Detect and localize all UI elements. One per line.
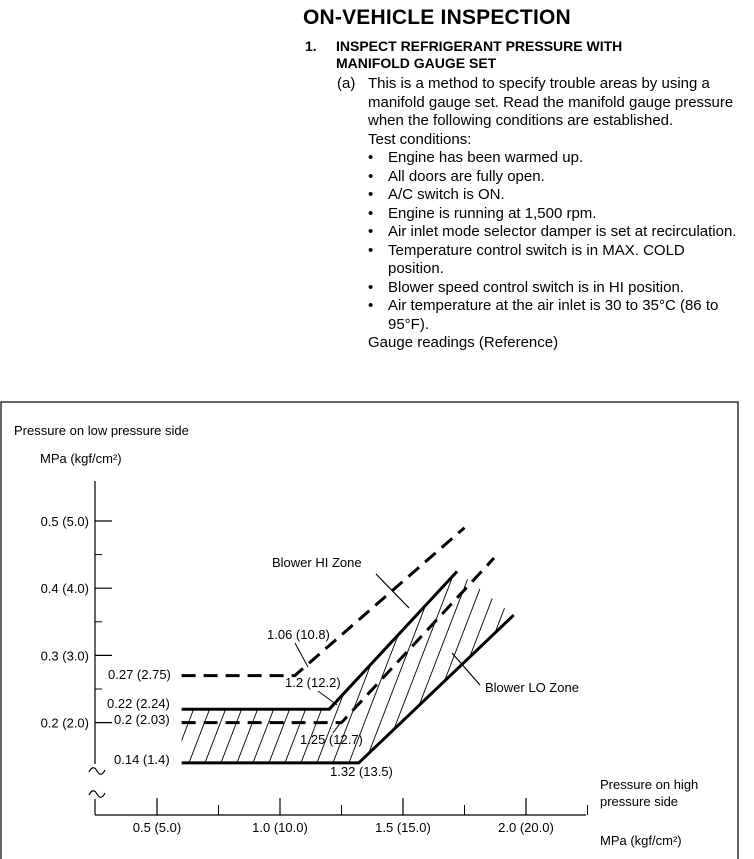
- hatch-line: [486, 521, 586, 781]
- hatch-line: [166, 521, 266, 781]
- point-label-mid-low: 0.2 (2.03): [114, 712, 170, 727]
- condition-item: • Blower speed control switch is in HI position.: [368, 278, 684, 296]
- hatch-line: [150, 521, 250, 781]
- point-label-mid-break: 1.25 (12.7): [300, 732, 363, 747]
- lo-upper-break-leader: [318, 691, 337, 705]
- y-tick-label: 0.3 (3.0): [40, 648, 89, 664]
- axis-break-icon: [89, 791, 105, 798]
- y-axis-title: Pressure on low pressure side: [14, 423, 189, 438]
- point-label-lower-break: 1.32 (13.5): [330, 764, 393, 779]
- point-label-lower-low: 0.14 (1.4): [114, 752, 170, 767]
- point-label-hi-break: 1.06 (10.8): [267, 627, 330, 642]
- readings-heading: Gauge readings (Reference): [368, 334, 559, 351]
- bullet-icon: •: [368, 241, 374, 259]
- chart-svg: [0, 401, 740, 859]
- condition-item: • Engine has been warmed up.: [368, 149, 584, 166]
- step-title: INSPECT REFRIGERANT PRESSURE WITH MANIFOLD GAUGE SET: [336, 38, 623, 71]
- hatch-line: [502, 521, 602, 781]
- series-line: [182, 528, 465, 676]
- hi-break-leader: [295, 643, 308, 667]
- hatch-line: [550, 521, 650, 781]
- point-label-hi-low: 0.27 (2.75): [108, 667, 171, 682]
- x-tick-label: 1.0 (10.0): [252, 820, 308, 835]
- hatch-line: [518, 521, 618, 781]
- point-label-lo-upper-break: 1.2 (12.2): [285, 675, 341, 690]
- point-label-upper-low: 0.22 (2.24): [107, 696, 170, 711]
- condition-item: • A/C switch is ON.: [368, 186, 505, 203]
- hatch-line: [470, 521, 570, 781]
- y-tick-label: 0.5 (5.0): [40, 514, 89, 529]
- x-tick-label: 2.0 (20.0): [498, 820, 554, 835]
- hatch-line: [358, 521, 458, 781]
- condition-item: • Temperature control switch is in MAX. COLD position.: [368, 241, 685, 277]
- hatch-line: [438, 521, 538, 781]
- zone-label-hi: Blower HI Zone: [272, 555, 362, 570]
- hatch-line: [422, 521, 522, 781]
- substep-body: [368, 75, 738, 353]
- zone-label-lo: Blower LO Zone: [485, 680, 579, 695]
- zone-hi-leader: [376, 574, 409, 608]
- bullet-icon: •: [368, 186, 374, 203]
- conditions-heading: Test conditions:: [368, 130, 472, 148]
- bullet-icon: •: [368, 204, 374, 222]
- substep-label: (a): [337, 75, 356, 92]
- x-tick-label: 1.5 (15.0): [375, 820, 431, 835]
- lo-zone-hatching: [150, 521, 650, 781]
- bullet-icon: •: [368, 297, 374, 314]
- hatch-line: [534, 521, 634, 781]
- y-tick-label: 0.2 (2.0): [40, 715, 89, 731]
- bullet-icon: •: [368, 223, 374, 240]
- x-axis-unit: MPa (kgf/cm²): [600, 833, 682, 848]
- y-tick-label: 0.4 (4.0): [40, 581, 89, 597]
- page-title: ON-VEHICLE INSPECTION: [303, 6, 571, 29]
- gauge-reading-chart: [0, 401, 740, 859]
- hatch-line: [374, 521, 474, 781]
- x-axis-title-line1: Pressure on high: [600, 777, 699, 792]
- x-tick-label: 0.5 (5.0): [132, 820, 182, 835]
- y-axis-unit: MPa (kgf/cm²): [40, 451, 122, 466]
- bullet-icon: •: [368, 149, 374, 166]
- intro-paragraph: This is a method to specify trouble areas by using a manifold gauge set. Read the manifold gauge pressure when the following conditions are established.: [368, 75, 734, 129]
- bullet-icon: •: [368, 278, 374, 296]
- step-number: 1.: [305, 38, 317, 54]
- condition-item: • Air temperature at the air inlet is 30 to 35°C (86 to 95°F).: [368, 297, 719, 333]
- condition-item: • All doors are fully open.: [368, 167, 545, 185]
- hatch-line: [182, 521, 282, 781]
- conditions-list: [368, 149, 738, 334]
- x-axis-title-line2: pressure side: [600, 794, 679, 809]
- bullet-icon: •: [368, 167, 374, 185]
- axis-break-icon: [89, 768, 105, 775]
- condition-item: • Engine is running at 1,500 rpm.: [368, 204, 597, 222]
- hatch-line: [454, 521, 554, 781]
- condition-item: • Air inlet mode selector damper is set at recirculation.: [368, 223, 737, 240]
